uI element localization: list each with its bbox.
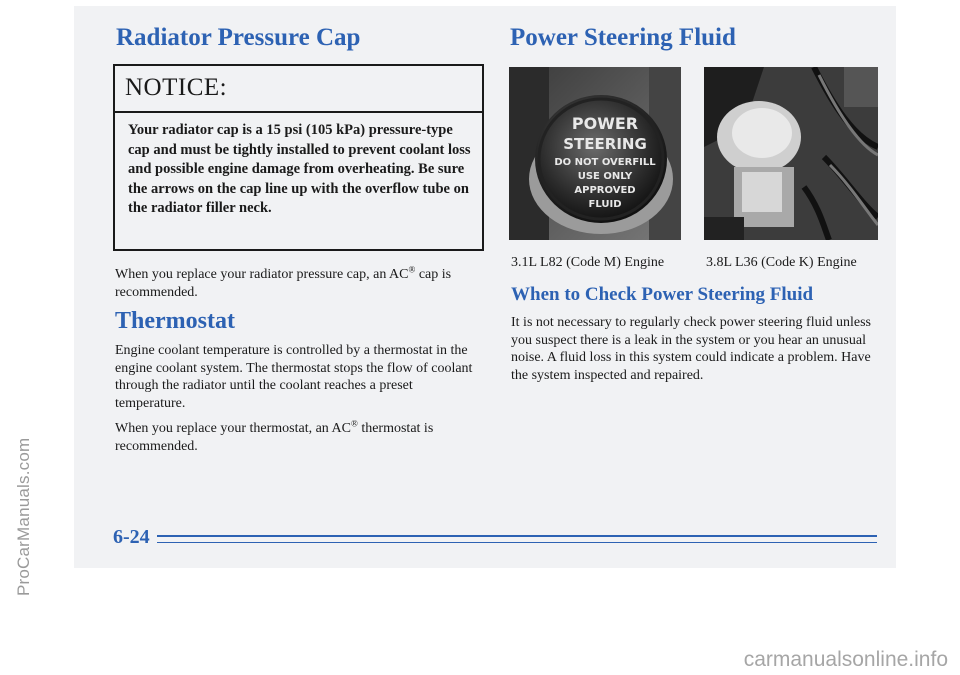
thermostat-title: Thermostat: [115, 308, 235, 334]
cap-text-line: FLUID: [588, 199, 622, 210]
side-watermark: ProCarManuals.com: [14, 437, 33, 596]
notice-heading: NOTICE:: [125, 74, 228, 101]
notice-divider: [115, 111, 482, 113]
power-steering-cap-image: [509, 67, 681, 240]
cap-text-after: cap is recommended.: [115, 267, 452, 300]
cap-text-line: APPROVED: [574, 185, 636, 196]
photo-engine-bay-38l: [704, 67, 878, 240]
footer-rule: [157, 535, 877, 543]
thermostat-text-after: thermostat is recommended.: [115, 421, 434, 454]
thermostat-text-before: When you replace your thermostat, an AC: [115, 421, 351, 436]
notice-box: [113, 64, 484, 251]
power-steering-title: Power Steering Fluid: [510, 24, 736, 51]
registered-mark: ®: [408, 264, 416, 275]
cap-text-line: USE ONLY: [577, 171, 633, 182]
notice-body: Your radiator cap is a 15 psi (105 kPa) pressure-type cap and must be tightly installed to prevent coolant loss and possible engine damage from overheating. Be sure the arrows on the cap line up with the overflow tube on the radiator filler neck.: [128, 122, 471, 216]
bottom-watermark: carmanualsonline.info: [743, 648, 948, 671]
page-number: 6-24: [113, 526, 150, 548]
cap-text-line: DO NOT OVERFILL: [554, 157, 656, 168]
thermostat-replacement-text: [115, 420, 475, 455]
cap-text-line: POWER: [571, 114, 639, 133]
cap-text-line: STEERING: [563, 135, 647, 153]
caption-31l-engine: 3.1L L82 (Code M) Engine: [511, 255, 665, 270]
caption-38l-engine: 3.8L L36 (Code K) Engine: [706, 255, 857, 270]
registered-mark: ®: [350, 418, 358, 429]
radiator-cap-title: Radiator Pressure Cap: [116, 24, 361, 51]
photo-power-steering-cap-31l: [509, 67, 681, 240]
cap-text-before: When you replace your radiator pressure cap, an AC: [115, 267, 409, 282]
power-steering-body: It is not necessary to regularly check power steering fluid unless you suspect there is a leak in the system or you hear an unusual noise. A fluid loss in this system could indicate a problem. Have the system inspected and repaired.: [511, 315, 872, 383]
cap-replacement-text: [115, 266, 475, 301]
when-to-check-heading: When to Check Power Steering Fluid: [511, 284, 814, 305]
thermostat-paragraph: Engine coolant temperature is controlled by a thermostat in the engine coolant system. The thermostat stops the flow of coolant through the radiator until the coolant reaches a preset temperature.: [115, 343, 473, 411]
engine-bay-image: [704, 67, 878, 240]
